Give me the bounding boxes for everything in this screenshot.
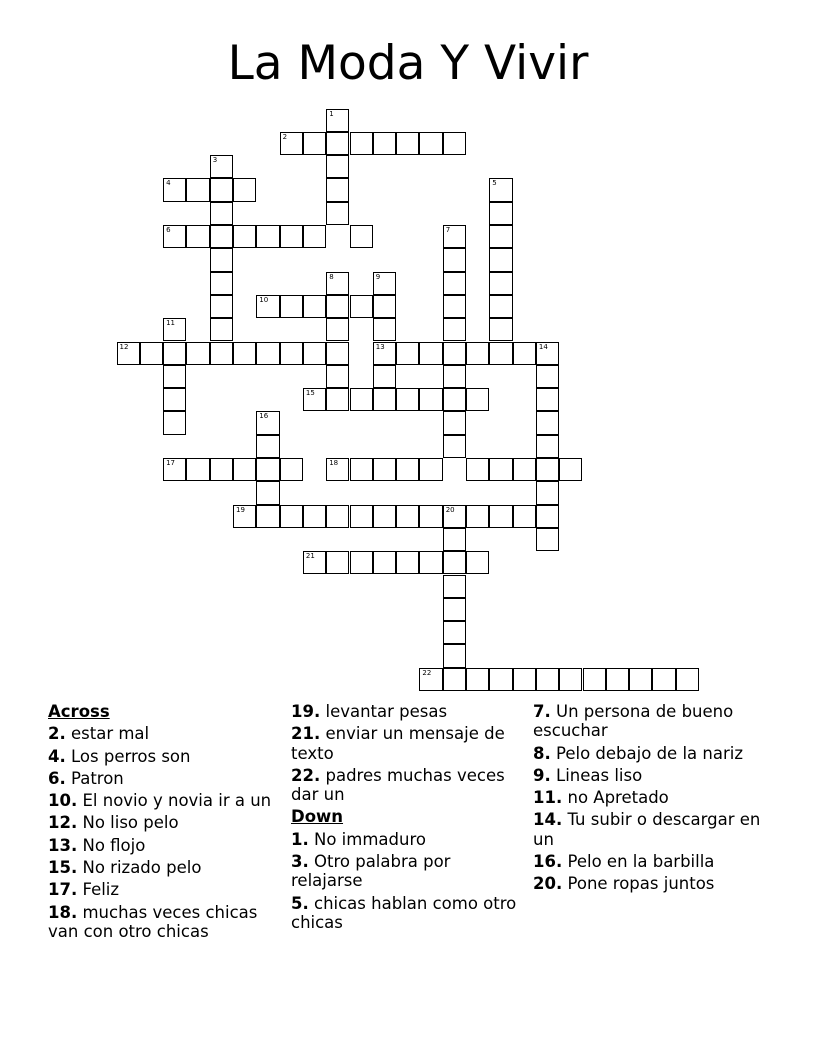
grid-cell[interactable] [233,342,256,365]
clue-number: 4 [166,179,171,188]
grid-cell[interactable] [652,668,675,691]
grid-cell[interactable] [396,505,419,528]
grid-cell[interactable] [559,668,582,691]
clue-number: 1. [291,829,309,849]
grid-cell[interactable] [443,318,466,341]
grid-cell[interactable] [443,668,466,691]
grid-cell[interactable] [326,272,349,295]
grid-cell[interactable] [443,388,466,411]
clue-number: 11 [166,319,176,328]
grid-cell[interactable] [210,458,233,481]
clue-number: 21. [291,724,321,744]
grid-cell[interactable] [489,342,512,365]
grid-cell[interactable] [373,318,396,341]
grid-cell[interactable] [280,458,303,481]
clue-number: 20. [533,874,563,894]
grid-cell[interactable] [489,295,512,318]
grid-cell[interactable] [419,132,442,155]
clue-number: 9. [533,765,551,785]
clue-text: Pelo debajo de la nariz [556,743,743,763]
clue-text: No rizado pelo [82,858,202,878]
clue-number: 1 [329,109,334,118]
clue-heading: Across [48,702,110,721]
grid-cell[interactable] [326,551,349,574]
grid-cell[interactable] [350,505,373,528]
grid-cell[interactable] [210,342,233,365]
grid-cell[interactable] [536,411,559,434]
grid-cell[interactable] [489,318,512,341]
grid-cell[interactable] [233,178,256,201]
grid-cell[interactable] [210,318,233,341]
grid-cell[interactable] [466,505,489,528]
grid-cell[interactable] [163,411,186,434]
grid-cell[interactable] [350,388,373,411]
grid-cell[interactable] [373,505,396,528]
grid-cell[interactable] [629,668,652,691]
clue-number: 20 [445,505,455,514]
clue-text: Lineas liso [556,765,643,785]
clue-item [291,724,523,763]
grid-cell[interactable] [396,342,419,365]
grid-cell[interactable] [303,225,326,248]
grid-cell[interactable] [419,551,442,574]
grid-cell[interactable] [443,295,466,318]
clue-item [48,769,280,788]
clue-number: 12 [119,342,129,351]
grid-cell[interactable] [163,342,186,365]
grid-cell[interactable] [466,458,489,481]
grid-cell[interactable] [163,225,186,248]
grid-cell[interactable] [419,505,442,528]
grid-cell[interactable] [443,132,466,155]
grid-cell[interactable] [280,225,303,248]
grid-cell[interactable] [256,225,279,248]
grid-cell[interactable] [210,155,233,178]
grid-cell[interactable] [233,505,256,528]
clue-number: 22. [291,765,321,785]
grid-cell[interactable] [583,668,606,691]
grid-cell[interactable] [326,202,349,225]
clue-item [48,724,280,743]
grid-cell[interactable] [186,178,209,201]
clue-item [533,744,765,763]
grid-cell[interactable] [443,225,466,248]
grid-cell[interactable] [280,342,303,365]
grid-cell[interactable] [326,109,349,132]
grid-cell[interactable] [210,225,233,248]
clues-column-2 [291,702,523,935]
grid-cell[interactable] [350,225,373,248]
clue-item [48,747,280,766]
clue-text: Feliz [82,880,120,900]
grid-cell[interactable] [536,458,559,481]
grid-cell[interactable] [303,132,326,155]
grid-cell[interactable] [489,505,512,528]
grid-cell[interactable] [443,411,466,434]
grid-cell[interactable] [513,505,536,528]
grid-cell[interactable] [303,342,326,365]
clue-number: 21 [305,552,315,561]
grid-cell[interactable] [280,505,303,528]
grid-cell[interactable] [303,551,326,574]
grid-cell[interactable] [489,178,512,201]
clue-number: 11. [533,788,563,808]
grid-cell[interactable] [326,318,349,341]
grid-cell[interactable] [350,132,373,155]
grid-cell[interactable] [210,248,233,271]
grid-cell[interactable] [373,458,396,481]
grid-cell[interactable] [256,342,279,365]
clue-number: 13 [375,342,385,351]
clue-item [291,894,523,933]
grid-cell[interactable] [443,365,466,388]
grid-cell[interactable] [489,272,512,295]
grid-cell[interactable] [117,342,140,365]
clue-number: 4. [48,746,66,766]
grid-cell[interactable] [210,202,233,225]
clue-item [48,903,280,942]
grid-cell[interactable] [373,295,396,318]
grid-cell[interactable] [303,505,326,528]
clue-number: 3 [212,156,218,165]
clue-number: 10. [48,791,78,811]
clue-item [533,810,765,849]
grid-cell[interactable] [489,225,512,248]
clue-text: Tu subir o descargar en un [533,810,761,849]
clue-item [48,858,280,877]
grid-cell[interactable] [443,621,466,644]
grid-cell[interactable] [326,388,349,411]
clue-number: 22 [422,668,432,677]
grid-cell[interactable] [396,551,419,574]
grid-cell[interactable] [513,342,536,365]
grid-cell[interactable] [676,668,699,691]
clue-text: Pone ropas juntos [567,874,715,894]
grid-cell[interactable] [489,668,512,691]
grid-cell[interactable] [536,668,559,691]
grid-cell[interactable] [443,598,466,621]
grid-cell[interactable] [256,458,279,481]
grid-cell[interactable] [350,458,373,481]
clue-number: 17 [166,459,176,467]
grid-cell[interactable] [606,668,629,691]
clue-item [291,830,523,849]
clue-text: Otro palabra por relajarse [291,852,451,891]
grid-cell[interactable] [350,551,373,574]
grid-cell[interactable] [466,551,489,574]
clue-number: 7. [533,702,551,721]
clue-item [533,702,765,741]
grid-cell[interactable] [256,481,279,504]
grid-cell[interactable] [513,668,536,691]
grid-cell[interactable] [210,178,233,201]
grid-cell[interactable] [326,505,349,528]
grid-cell[interactable] [536,528,559,551]
grid-cell[interactable] [489,202,512,225]
grid-cell[interactable] [559,458,582,481]
clue-number: 6. [48,768,66,788]
grid-cell[interactable] [186,342,209,365]
clue-item [533,852,765,871]
grid-cell[interactable] [443,575,466,598]
clue-number: 12. [48,813,78,833]
grid-cell[interactable] [466,342,489,365]
clue-text: No liso pelo [82,813,179,833]
grid-cell[interactable] [256,505,279,528]
grid-cell[interactable] [326,155,349,178]
grid-cell[interactable] [536,342,559,365]
grid-cell[interactable] [326,132,349,155]
grid-cell[interactable] [163,458,186,481]
grid-cell[interactable] [419,668,442,691]
grid-cell[interactable] [373,365,396,388]
clue-number: 15. [48,858,78,878]
clue-text: El novio y novia ir a un [82,791,272,811]
grid-cell[interactable] [419,388,442,411]
clue-text: chicas hablan como otro chicas [291,893,517,932]
clue-item [533,788,765,807]
clue-number: 8 [329,272,334,281]
clue-number: 7 [445,226,451,234]
grid-cell[interactable] [163,365,186,388]
clue-number: 2. [48,724,66,744]
grid-cell[interactable] [443,272,466,295]
grid-cell[interactable] [373,272,396,295]
clue-number: 6 [166,226,171,234]
clue-text: padres muchas veces dar un [291,765,505,805]
grid-cell[interactable] [140,342,163,365]
grid-cell[interactable] [513,458,536,481]
clue-text: no Apretado [567,788,669,808]
grid-cell[interactable] [350,295,373,318]
clue-item [48,836,280,855]
grid-cell[interactable] [186,225,209,248]
clue-item [291,766,523,805]
page-title: La Moda Y Vivir [227,36,589,91]
clue-text: No immaduro [314,829,426,849]
grid-cell[interactable] [489,248,512,271]
grid-cell[interactable] [466,668,489,691]
clue-number: 16 [259,412,269,421]
grid-cell[interactable] [536,505,559,528]
grid-cell[interactable] [326,458,349,481]
grid-cell[interactable] [396,388,419,411]
grid-cell[interactable] [443,505,466,528]
clue-item [533,766,765,785]
grid-cell[interactable] [233,458,256,481]
clue-number: 15 [305,389,315,398]
clue-text: Pelo en la barbilla [567,852,715,872]
grid-cell[interactable] [536,388,559,411]
grid-cell[interactable] [419,342,442,365]
clue-number: 2 [282,132,288,141]
grid-cell[interactable] [373,342,396,365]
clue-number: 19 [236,505,245,514]
clue-item [291,702,523,721]
grid-cell[interactable] [326,295,349,318]
grid-cell[interactable] [443,248,466,271]
clue-number: 3. [291,852,309,872]
clue-number: 19. [291,702,321,721]
grid-cell[interactable] [443,644,466,667]
clue-number: 18 [329,459,339,467]
clue-number: 13. [48,835,78,855]
clue-text: estar mal [71,724,150,744]
clue-number: 16. [533,852,563,872]
clue-number: 9 [375,272,381,281]
grid-cell[interactable] [373,551,396,574]
grid-cell[interactable] [303,295,326,318]
clue-number: 5. [291,893,309,913]
grid-cell[interactable] [536,365,559,388]
grid-cell[interactable] [303,388,326,411]
clue-item [48,813,280,832]
grid-cell[interactable] [186,458,209,481]
grid-cell[interactable] [466,388,489,411]
clue-text: No flojo [82,835,146,855]
grid-cell[interactable] [210,272,233,295]
grid-cell[interactable] [326,342,349,365]
clue-number: 17. [48,880,78,900]
clue-number: 5 [492,179,497,188]
clues-column-3 [533,702,765,897]
grid-cell[interactable] [443,551,466,574]
clue-text: levantar pesas [325,702,448,721]
grid-cell[interactable] [256,435,279,458]
grid-cell[interactable] [163,178,186,201]
clue-text: Un persona de bueno escuchar [533,702,734,741]
grid-cell[interactable] [443,528,466,551]
clue-number: 10 [259,295,269,304]
grid-cell[interactable] [373,132,396,155]
clue-item [48,880,280,899]
clue-number: 8. [533,743,551,763]
clues-column-1 [48,702,280,944]
grid-cell[interactable] [396,458,419,481]
grid-cell[interactable] [210,295,233,318]
grid-cell[interactable] [489,458,512,481]
grid-cell[interactable] [280,295,303,318]
clue-number: 18. [48,902,78,922]
grid-cell[interactable] [443,342,466,365]
grid-cell[interactable] [326,178,349,201]
grid-cell[interactable] [396,132,419,155]
grid-cell[interactable] [419,458,442,481]
clue-number: 14 [538,342,548,351]
clue-text: Los perros son [71,746,191,766]
clue-item [533,874,765,893]
grid-cell[interactable] [163,388,186,411]
grid-cell[interactable] [233,225,256,248]
grid-cell[interactable] [163,318,186,341]
grid-cell[interactable] [256,295,279,318]
clue-text: enviar un mensaje de texto [291,724,505,763]
clue-number: 14. [533,810,563,830]
grid-cell[interactable] [256,411,279,434]
grid-cell[interactable] [280,132,303,155]
clue-text: muchas veces chicas van con otro chicas [48,902,258,941]
grid-cell[interactable] [536,435,559,458]
clue-item [48,791,280,810]
grid-cell[interactable] [373,388,396,411]
clue-item [291,852,523,891]
grid-cell[interactable] [443,435,466,458]
grid-cell[interactable] [536,481,559,504]
clue-heading: Down [291,807,344,827]
grid-cell[interactable] [326,365,349,388]
clue-text: Patron [71,768,124,788]
